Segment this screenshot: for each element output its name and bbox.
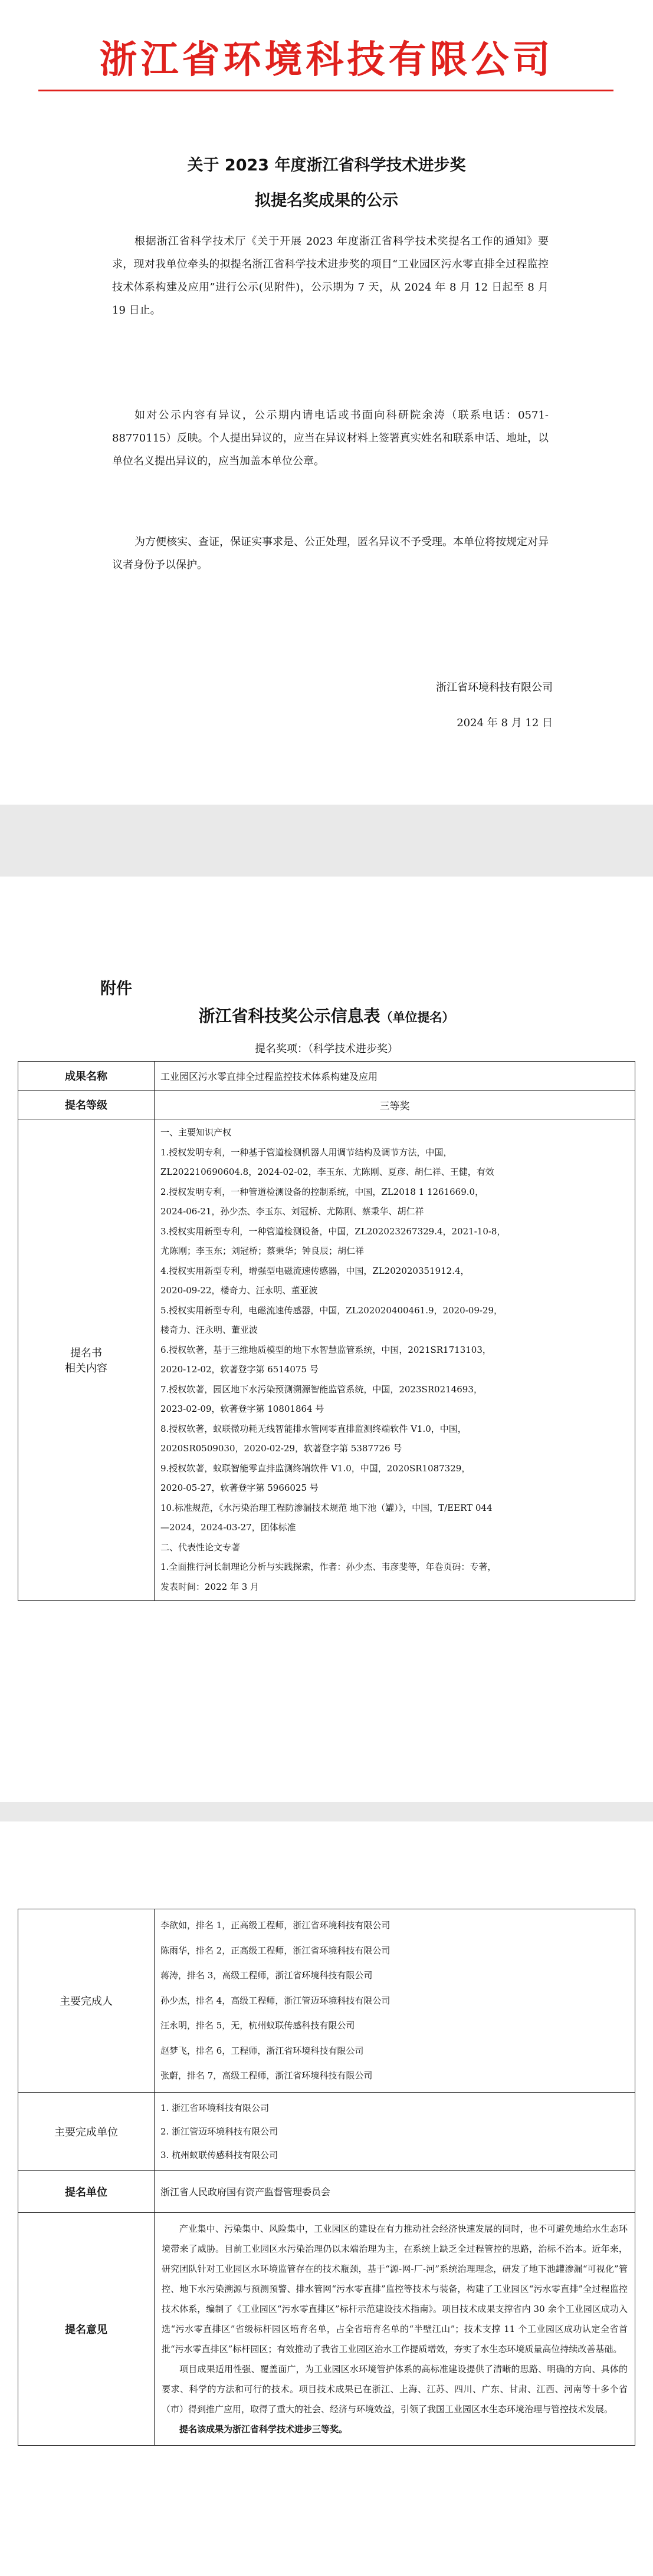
table-row [18, 2170, 635, 2212]
content-line: 8.授权软著，蚁联微功耗无线智能排水管网零直排监测终端软件 V1.0，中国， [160, 1423, 467, 1434]
notice-paragraph: 如对公示内容有异议，公示期内请电话或书面向科研院余涛（联系电话：0571-88770115）反映。个人提出异议的，应当在异议材料上签署真实姓名和联系申话、地址，以单位名义提出异议的，应当加盖本单位公章。 [112, 409, 549, 467]
letterhead-red-rule [38, 90, 613, 91]
person-entry: 张蔚，排名 7，高级工程师，浙江省环境科技有限公司 [160, 2070, 373, 2081]
person-entry: 陈雨华，排名 2，正高级工程师，浙江省环境科技有限公司 [160, 1945, 391, 1956]
content-value [155, 1119, 635, 1601]
person-entry: 李欲如，排名 1，正高级工程师，浙江省环境科技有限公司 [160, 1920, 391, 1931]
table-row [18, 2212, 635, 2445]
table-row [18, 1062, 635, 1091]
content-line: 4.授权实用新型专利，增强型电磁流速传感器，中国，ZL202020351912.4， [160, 1265, 470, 1276]
table-row [18, 1909, 635, 2093]
table-row [18, 1091, 635, 1119]
content-label [18, 1119, 155, 1601]
content-line: 2024-06-21，孙少杰、李玉东、刘冠桥、尤陈刚、蔡秉华、胡仁祥 [160, 1206, 424, 1217]
unit-entry: 3. 杭州蚁联传感科技有限公司 [160, 2149, 278, 2160]
content-line: 9.授权软著，蚁联智能零直排监测终端软件 V1.0，中国，2020SR1087329， [160, 1462, 471, 1474]
notice-title-line1: 关于 2023 年度浙江省科学技术进步奖 [187, 156, 466, 174]
content-line: 一、主要知识产权 [160, 1127, 232, 1138]
table-row [18, 1119, 635, 1601]
units-label: 主要完成单位 [18, 2092, 155, 2170]
opinion-conclusion: 提名该成果为浙江省科学技术进步三等奖。 [179, 2423, 348, 2435]
person-entry: 蒋涛，排名 3，高级工程师，浙江省环境科技有限公司 [160, 1970, 373, 1981]
units-value [155, 2092, 635, 2170]
achievement-name-label: 成果名称 [18, 1062, 155, 1091]
content-line: 7.授权软著，园区地下水污染预测溯源智能监管系统，中国，2023SR0214693， [160, 1383, 483, 1395]
content-line: 尤陈刚；李玉东；刘冠桥；蔡秉华；钟良辰；胡仁祥 [160, 1246, 365, 1256]
notice-paragraph: 根据浙江省科学技术厅《关于开展 2023 年度浙江省科学技术奖提名工作的通知》要求，现对我单位牵头的拟提名浙江省科学技术进步奖的项目“工业园区污水零直排全过程监控技术体系构建及应用”进行公示(见附件)，公示期为 7 天，从 2024 年 8 月 12 日起至 8 月 19 日止。 [112, 235, 549, 317]
info-table [18, 1061, 635, 1601]
letterhead-company-name: 浙江省环境科技有限公司 [99, 38, 554, 82]
content-line: 3.授权实用新型专利，一种管道检测设备，中国，ZL202023267329.4，2021-10-8， [160, 1226, 506, 1237]
person-entry: 孙少杰，排名 4，高级工程师，浙江管迈环境科技有限公司 [160, 1995, 391, 2006]
opinion-label: 提名意见 [18, 2212, 155, 2445]
award-category: 提名奖项：（科学技术进步奖） [255, 1043, 398, 1055]
content-line: 2020-05-27，软著登字第 5966025 号 [160, 1483, 319, 1493]
opinion-paragraph: 产业集中、污染集中、风险集中，工业园区的建设在有力推动社会经济快速发展的同时，也不可避免地给水生态环境带来了威胁。目前工业园区水污染治理仍以末端治理为主，在系统上缺乏全过程管控的思路，治标不治本。近年来，研究团队针对工业园区水环境监管存在的技术瓶颈，基于“源-网-厂-河”系统治理理念，研发了地下池罐渗漏“可视化”管控、地下水污染溯源与预测预警、排水管网“污水零直排”监控等技术与装备，构建了工业园区“污水零直排”全过程监控技术体系，编制了《工业园区“污水零直排区”标杆示范建设技术指南》。项目技术成果支撑省内 30 余个工业园区成功入选“污水零直排区”省级标杆园区培育名单，占全省培育名单的“半壁江山”；技术支撑 11 个工业园区成功认定全省首批“污水零直排区”标杆园区；有效推动了我省工业园区治水工作提质增效，夯实了水生态环境质量高位持续改善基础。 [162, 2223, 628, 2354]
attachment-title [0, 1003, 653, 1027]
content-line: 2020-09-22，楼奇力、汪永明、董亚波 [160, 1285, 318, 1296]
notice-page [0, 0, 653, 805]
table-row [18, 2092, 635, 2170]
content-line: 楼奇力、汪永明、董亚波 [160, 1325, 258, 1335]
content-line: 2020-12-02，软著登字第 6514075 号 [160, 1364, 319, 1375]
content-line: 10.标准规范，《水污染治理工程防渗漏技术规范 地下池（罐）》，中国，T/EERT 044 [160, 1502, 493, 1513]
grade-value: 三等奖 [155, 1091, 635, 1119]
content-label-line: 相关内容 [65, 1362, 107, 1375]
notice-paragraph: 为方便核实、查证，保证实事求是、公正处理，匿名异议不予受理。本单位将按规定对异议者身份予以保护。 [112, 536, 549, 571]
nominator-label: 提名单位 [18, 2170, 155, 2212]
content-line: —2024，2024-03-27，团体标准 [160, 1522, 296, 1533]
signature-organization: 浙江省环境科技有限公司 [436, 681, 553, 694]
persons-label: 主要完成人 [18, 1909, 155, 2093]
persons-value [155, 1909, 635, 2093]
content-line: 1.授权发明专利，一种基于管道检测机器人用调节结构及调节方法，中国， [160, 1147, 452, 1158]
opinion-value [155, 2212, 635, 2445]
content-line: 1.全面推行河长制理论分析与实践探索，作者：孙少杰、韦彦斐等，年卷页码：专著， [160, 1562, 497, 1572]
person-entry: 汪永明，排名 5，无，杭州蚁联传感科技有限公司 [160, 2020, 355, 2031]
unit-entry: 1. 浙江省环境科技有限公司 [160, 2102, 270, 2113]
notice-title-line2: 拟提名奖成果的公示 [255, 192, 398, 210]
signature-date: 2024 年 8 月 12 日 [457, 717, 553, 729]
content-line: 2023-02-09，软著登字第 10801864 号 [160, 1404, 324, 1414]
achievement-name-value: 工业园区污水零直排全过程监控技术体系构建及应用 [155, 1062, 635, 1091]
unit-entry: 2. 浙江管迈环境科技有限公司 [160, 2126, 278, 2137]
info-table-continued [18, 1909, 635, 2446]
attachment-title-text: 浙江省科技奖公示信息表 [198, 1006, 380, 1026]
content-line: 二、代表性论文专著 [160, 1541, 241, 1553]
content-line: ZL202210690604.8，2024-02-02，李玉东、尤陈刚、夏彦、胡仁祥、王健，有效 [160, 1167, 494, 1177]
grade-label: 提名等级 [18, 1091, 155, 1119]
content-line: 2.授权发明专利，一种管道检测设备的控制系统，中国，ZL2018 1 1261669.0， [160, 1186, 484, 1197]
attachment-label: 附件 [100, 980, 132, 998]
content-line: 5.授权实用新型专利，电磁流速传感器，中国，ZL202020400461.9，2020-09-29， [160, 1305, 503, 1316]
content-line: 2020SR0509030，2020-02-29，软著登字第 5387726 号 [160, 1443, 402, 1454]
content-label-line: 提名书 [70, 1347, 102, 1359]
opinion-paragraph: 项目成果适用性强、覆盖面广，为工业园区水环境管护体系的高标准建设提供了清晰的思路、明确的方向、具体的要求、科学的方法和可行的技术。项目技术成果已在浙江、上海、江苏、四川、广东、甘肃、江西、河南等十多个省（市）得到推广应用，取得了重大的社会、经济与环境效益，引领了我国工业园区水生态环境治理与管控技术发展。 [162, 2363, 628, 2414]
attachment-title-note: （单位提名） [380, 1010, 455, 1025]
content-line: 发表时间：2022 年 3 月 [160, 1581, 260, 1592]
person-entry: 赵梦飞，排名 6，工程师，浙江省环境科技有限公司 [160, 2045, 364, 2056]
nominator-value: 浙江省人民政府国有资产监督管理委员会 [155, 2170, 635, 2212]
content-line: 6.授权软著，基于三维地质模型的地下水智慧监管系统，中国，2021SR1713103， [160, 1344, 491, 1355]
